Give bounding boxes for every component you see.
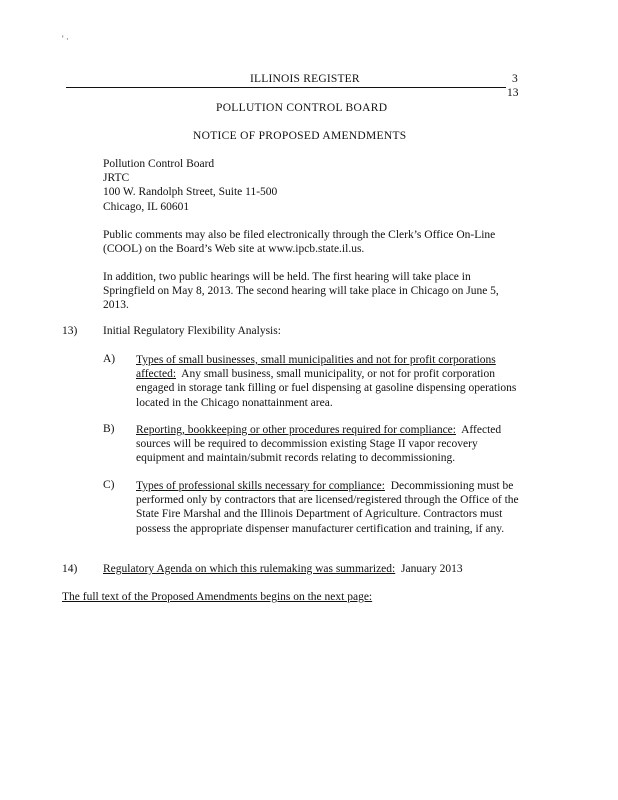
section-14-text: [103, 563, 463, 575]
hearings-paragraph: In addition, two public hearings will be held. The first hearing will take place in Springfield on May 8, 2013. The second hearing will take place in Chicago on June 5, 2013.: [103, 271, 499, 312]
item-c-body: Decommissioning must be performed only by contractors that are licensed/registered through the Office of the State Fire Marshal and the Illinois Department of Agriculture. Contractors must possess the appropriate dispenser manufacturer certification and training, if any.: [136, 480, 519, 535]
section-14-number: 14): [62, 563, 78, 575]
address-line: 100 W. Randolph Street, Suite 11-500: [103, 186, 278, 199]
item-c-text: [136, 479, 538, 536]
item-a-text: [136, 353, 521, 410]
comments-paragraph: Public comments may also be filed electronically through the Clerk’s Office On-Line (COOL) on the Board’s Web site at www.ipcb.state.il.us.: [103, 229, 496, 256]
issue-number: 3: [512, 73, 518, 85]
section-13-number: 13): [62, 325, 78, 337]
item-b-letter: B): [103, 423, 115, 435]
item-b-text: [136, 423, 526, 466]
item-b-heading: Reporting, bookkeeping or other procedures required for compliance:: [136, 424, 456, 436]
section-13-title: Initial Regulatory Flexibility Analysis:: [103, 325, 281, 337]
register-title: ILLINOIS REGISTER: [250, 73, 360, 85]
agency-name: POLLUTION CONTROL BOARD: [216, 102, 388, 114]
item-a-body: Any small business, small municipality, or not for profit corporation engaged in storage tank filling or fuel dispensing at gasoline dispensing operations located in the Chicago nonattainment area.: [136, 368, 517, 409]
notice-title: NOTICE OF PROPOSED AMENDMENTS: [193, 130, 407, 142]
item-c-heading: Types of professional skills necessary for compliance:: [136, 480, 385, 492]
section-14-value: January 2013: [400, 563, 463, 575]
item-b-body: Affected sources will be required to decommission existing Stage II vapor recovery equipment and maintain/submit records relating to decommissioning.: [136, 424, 502, 465]
item-a-letter: A): [103, 353, 116, 365]
item-a-heading: Types of small businesses, small municipalities and not for profit corporations affected:: [136, 354, 496, 381]
header-rule: [66, 87, 506, 88]
section-14-heading: Regulatory Agenda on which this rulemaking was summarized:: [103, 563, 396, 575]
address-line: Pollution Control Board: [103, 158, 215, 170]
page-number: 13: [507, 87, 519, 99]
scan-mark: ' ·: [62, 34, 69, 44]
full-text-notice: The full text of the Proposed Amendments begins on the next page:: [62, 591, 373, 603]
address-line: JRTC: [103, 172, 130, 185]
address-block: [103, 157, 277, 214]
address-line: Chicago, IL 60601: [103, 200, 190, 213]
item-c-letter: C): [103, 479, 115, 491]
